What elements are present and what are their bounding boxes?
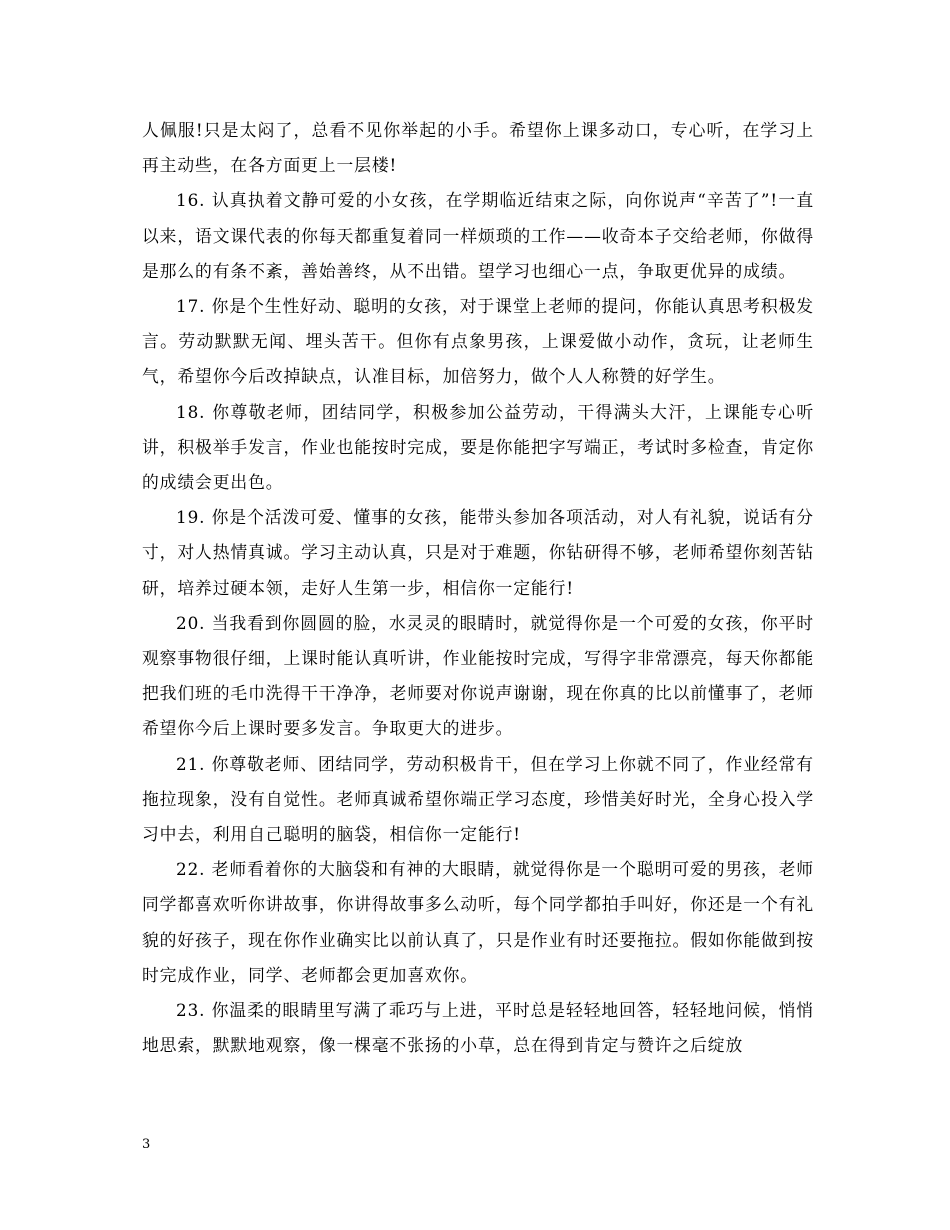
body-paragraph: 19. 你是个活泼可爱、懂事的女孩，能带头参加各项活动，对人有礼貌，说话有分寸，对人热情真诚。学习主动认真，只是对于难题，你钻研得不够，老师希望你刻苦钻研，培养过硬本领，走好人生第一步，相信你一定能行! bbox=[142, 507, 814, 598]
page-number: 3 bbox=[142, 1137, 151, 1152]
body-paragraph: 17. 你是个生性好动、聪明的女孩，对于课堂上老师的提问，你能认真思考积极发言。劳动默默无闻、埋头苦干。但你有点象男孩，上课爱做小动作，贪玩，让老师生气，希望你今后改掉缺点，认准目标，加倍努力，做个人人称赞的好学生。 bbox=[142, 296, 814, 387]
body-paragraph: 21. 你尊敬老师、团结同学，劳动积极肯干，但在学习上你就不同了，作业经常有拖拉现象，没有自觉性。老师真诚希望你端正学习态度，珍惜美好时光，全身心投入学习中去，利用自己聪明的脑袋，相信你一定能行! bbox=[142, 753, 814, 845]
body-paragraph: 20. 当我看到你圆圆的脸，水灵灵的眼睛时，就觉得你是一个可爱的女孩，你平时观察事物很仔细，上课时能认真听讲，作业能按时完成，写得字非常漂亮，每天你都能把我们班的毛巾洗得干干净净，老师要对你说声谢谢，现在你真的比以前懂事了，老师希望你今后上课时要多发言。争取更大的进步。 bbox=[142, 612, 814, 739]
document-body bbox=[142, 113, 814, 1063]
body-paragraph: 16. 认真执着文静可爱的小女孩，在学期临近结束之际，向你说声“辛苦了”!一直以来，语文课代表的你每天都重复着同一样烦琐的工作——收奇本子交给老师，你做得是那么的有条不紊，善始善终，从不出错。望学习也细心一点，争取更优异的成绩。 bbox=[142, 190, 814, 281]
body-paragraph: 23. 你温柔的眼睛里写满了乖巧与上进，平时总是轻轻地回答，轻轻地问候，悄悄地思索，默默地观察，像一棵毫不张扬的小草，总在得到肯定与赞许之后绽放 bbox=[142, 1000, 814, 1056]
body-paragraph: 人佩服!只是太闷了，总看不见你举起的小手。希望你上课多动口，专心听，在学习上再主动些，在各方面更上一层楼! bbox=[142, 120, 814, 176]
body-paragraph: 22. 老师看着你的大脑袋和有神的大眼睛，就觉得你是一个聪明可爱的男孩，老师同学都喜欢听你讲故事，你讲得故事多么动听，每个同学都拍手叫好，你还是一个有礼貌的好孩子，现在你作业确实比以前认真了，只是作业有时还要拖拉。假如你能做到按时完成作业，同学、老师都会更加喜欢你。 bbox=[142, 859, 814, 985]
body-paragraph: 18. 你尊敬老师，团结同学，积极参加公益劳动，干得满头大汗，上课能专心听讲，积极举手发言，作业也能按时完成，要是你能把字写端正，考试时多检查，肯定你的成绩会更出色。 bbox=[142, 401, 814, 493]
